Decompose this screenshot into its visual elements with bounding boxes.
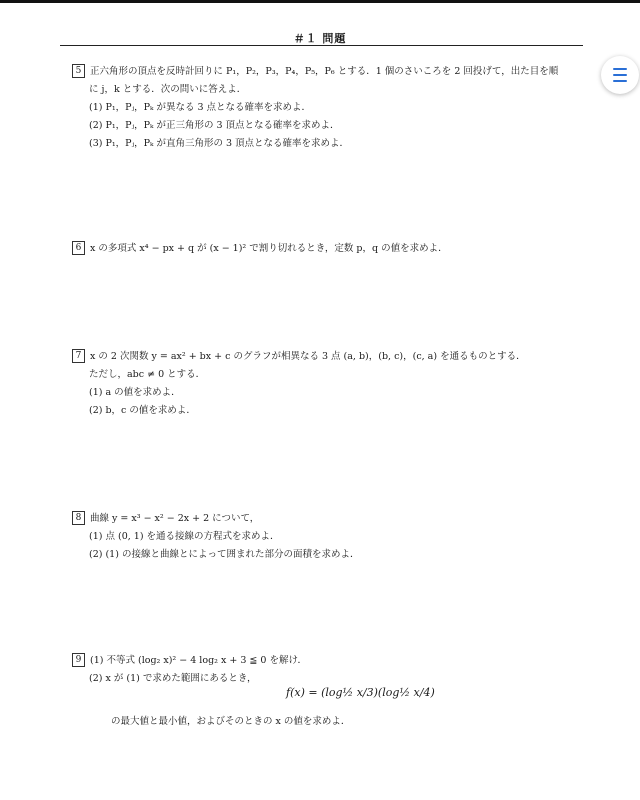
problem-number-box: 6 [72, 241, 85, 255]
top-edge-bar [0, 0, 640, 3]
problem-text: に j，k とする．次の問いに答えよ． [89, 84, 247, 95]
sub-question: (1) a の値を求めよ． [89, 387, 181, 398]
menu-icon [613, 68, 627, 70]
sub-question: (3) P₁，Pⱼ，Pₖ が直角三角形の 3 頂点となる確率を求めよ． [89, 138, 350, 149]
page-title: ＃１ 問題 [293, 32, 347, 45]
problem-text: 正六角形の頂点を反時計回りに P₁，P₂，P₃，P₄，P₅，P₆ とする．1 個のさいころを 2 回投げて，出た目を順 [90, 66, 559, 77]
problem-text: の最大値と最小値，およびそのときの x の値を求めよ． [111, 716, 351, 727]
problem-number-box: 8 [72, 511, 85, 525]
sub-question: (2) (1) の接線と曲線とによって囲まれた部分の面積を求めよ． [89, 549, 360, 560]
sub-question: (2) P₁，Pⱼ，Pₖ が正三角形の 3 頂点となる確率を求めよ． [89, 120, 340, 131]
function-formula: f(x) = (log½ x/3)(log½ x/4) [286, 686, 435, 699]
sub-question: (2) x が (1) で求めた範囲にあるとき， [89, 673, 257, 684]
problem-6 [72, 240, 448, 258]
sub-question: (1) 点 (0, 1) を通る接線の方程式を求めよ． [89, 531, 280, 542]
menu-button[interactable] [601, 56, 639, 94]
problem-text: 曲線 y = x³ − x² − 2x + 2 について， [90, 513, 260, 524]
problem-7 [72, 348, 526, 420]
sub-question: (2) b，c の値を求めよ． [89, 405, 196, 416]
sub-question: (1) P₁，Pⱼ，Pₖ が異なる 3 点となる確率を求めよ． [89, 102, 312, 113]
problem-text: x の 2 次関数 y = ax² + bx + c のグラフが相異なる 3 点 (a, b)，(b, c)，(c, a) を通るものとする． [90, 351, 526, 362]
problem-text: ただし，abc ≠ 0 とする． [89, 369, 206, 380]
problem-8 [72, 510, 359, 564]
problem-number-box: 5 [72, 64, 85, 78]
problem-5 [72, 63, 558, 153]
problem-9-conclusion [111, 713, 350, 731]
header-divider [60, 45, 583, 46]
problem-number-box: 7 [72, 349, 85, 363]
sub-question: (1) 不等式 (log₂ x)² − 4 log₂ x + 3 ≦ 0 を解け． [90, 655, 308, 666]
problem-number-box: 9 [72, 653, 85, 667]
problem-text: x の多項式 x⁴ − px + q が (x − 1)² で割り切れるとき，定数 p，q の値を求めよ． [90, 243, 448, 254]
problem-9 [72, 652, 307, 688]
